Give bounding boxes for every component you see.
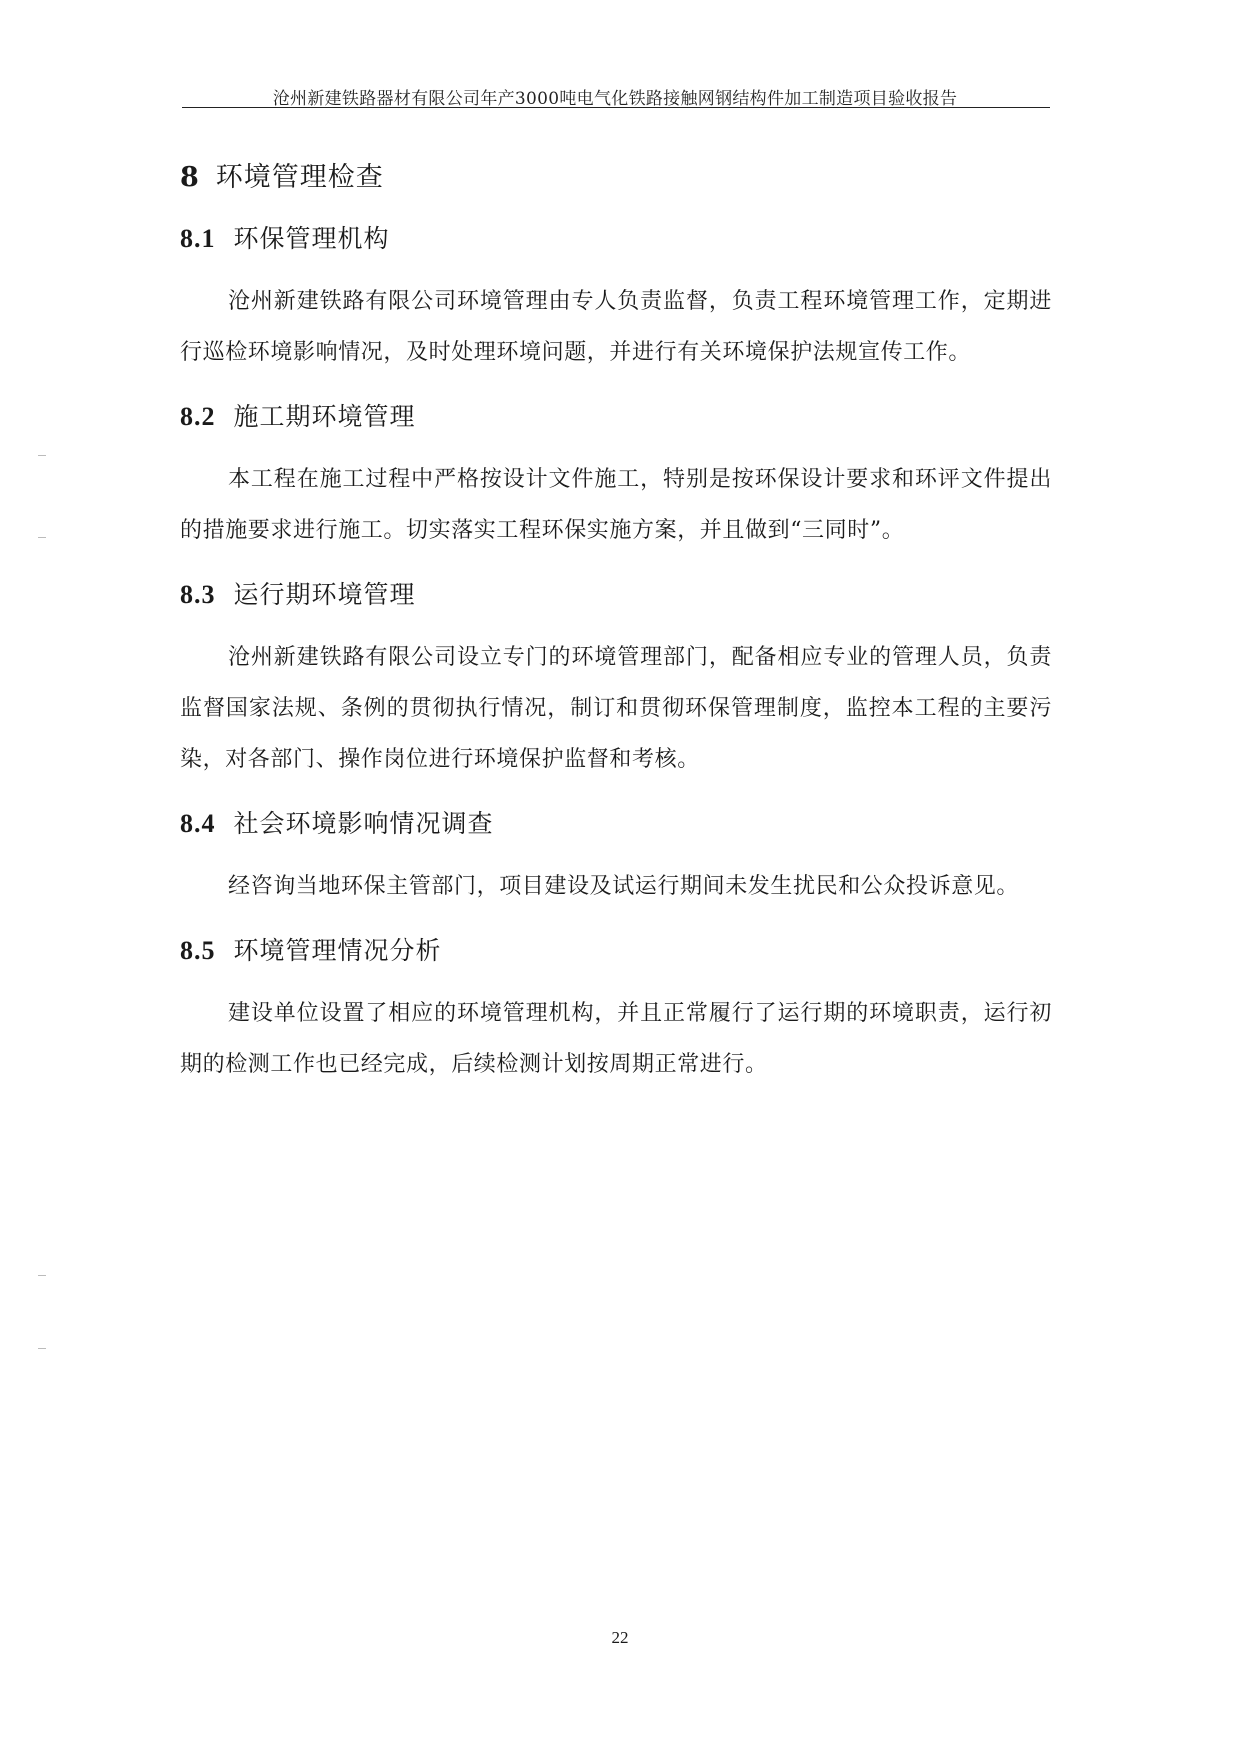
section-body-8-3: 沧州新建铁路有限公司设立专门的环境管理部门，配备相应专业的管理人员，负责监督国家法规、条例的贯彻执行情况，制订和贯彻环保管理制度，监控本工程的主要污染，对各部门、操作岗位进行环境保护监督和考核。 [180,645,1052,772]
section-number: 8.5 [180,936,216,965]
page-number: 22 [611,1628,629,1647]
section-number: 8.2 [180,402,216,431]
section-heading-8-3 [180,574,1052,616]
scan-artifact [38,455,46,456]
section-heading-8-1 [180,218,1052,260]
section-number: 8.4 [180,809,216,838]
chapter-number: 8 [180,162,200,193]
section-title: 社会环境影响情况调查 [233,809,494,838]
chapter-title: 环境管理检查 [215,162,384,193]
section-heading-8-4 [180,803,1052,845]
section-number: 8.3 [180,580,216,609]
running-header: 沧州新建铁路器材有限公司年产3000吨电气化铁路接触网钢结构件加工制造项目验收报告 [272,89,958,109]
scan-artifact [38,1348,46,1349]
section-title: 施工期环境管理 [233,402,416,431]
chapter-heading [180,156,1052,200]
section-heading-8-5 [180,930,1052,972]
scan-artifact [38,537,46,538]
section-body-8-4: 经咨询当地环保主管部门，项目建设及试运行期间未发生扰民和公众投诉意见。 [228,874,1020,899]
section-number: 8.1 [180,224,216,253]
section-title: 运行期环境管理 [233,580,416,609]
section-heading-8-2 [180,396,1052,438]
header-rule [182,107,1050,108]
section-title: 环保管理机构 [233,224,390,253]
section-body-8-1: 沧州新建铁路有限公司环境管理由专人负责监督，负责工程环境管理工作，定期进行巡检环境影响情况，及时处理环境问题，并进行有关环境保护法规宣传工作。 [180,289,1052,365]
main-content [180,148,1052,1090]
section-body-8-5: 建设单位设置了相应的环境管理机构，并且正常履行了运行期的环境职责，运行初期的检测工作也已经完成，后续检测计划按周期正常进行。 [180,1001,1052,1077]
scan-artifact [38,1275,46,1276]
section-title: 环境管理情况分析 [233,936,442,965]
section-body-8-2: 本工程在施工过程中严格按设计文件施工，特别是按环保设计要求和环评文件提出的措施要求进行施工。切实落实工程环保实施方案，并且做到“三同时”。 [180,467,1052,543]
